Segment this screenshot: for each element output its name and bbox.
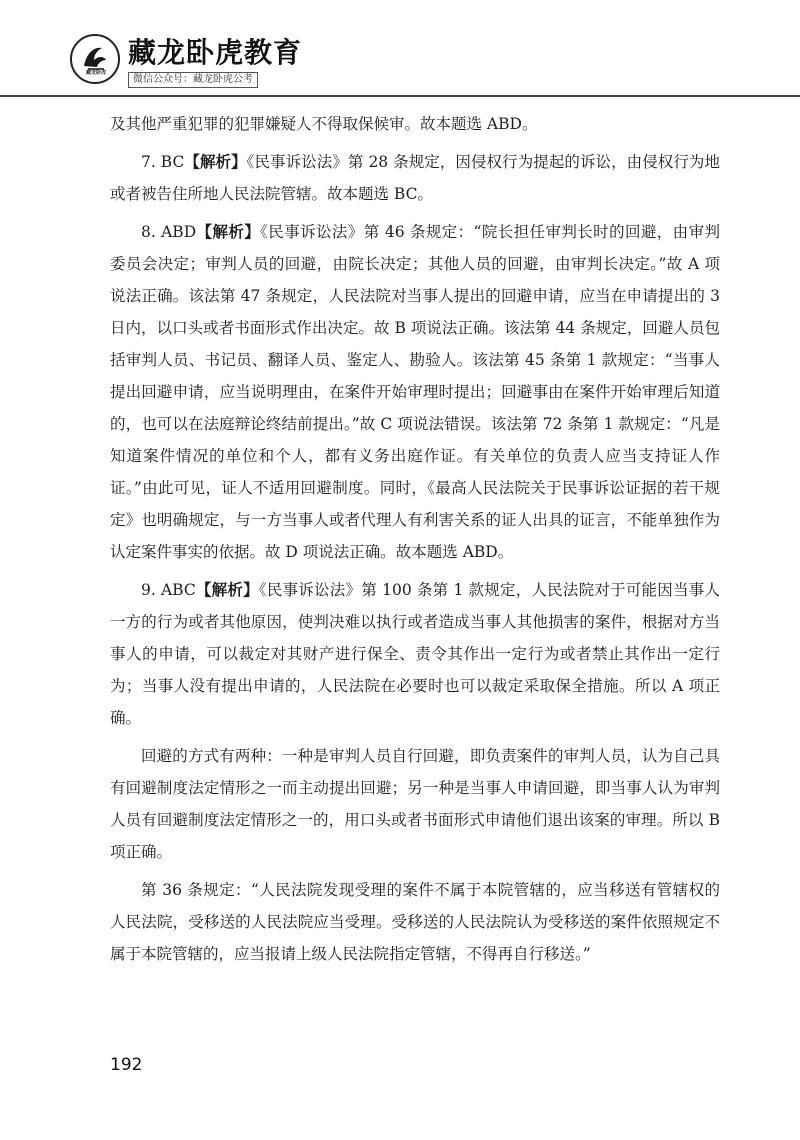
answer-prefix: 8. ABD: [141, 223, 197, 241]
brand-title: 藏龙卧虎教育: [128, 36, 303, 69]
answer-text: 《民事诉讼法》第 100 条第 1 款规定，人民法院对于可能因当事人一方的行为或者其他原因，使判决难以执行或者造成当事人其他损害的案件，根据对方当事人的申请，可以裁定对其财产进行保全、责令其作出一定行为或者禁止其作出一定行为；当事人没有提出申请的，人民法院在必要时也可以裁定采取保全措施。所以 A 项正确。: [110, 581, 720, 727]
analysis-tag: 【解析】: [184, 153, 247, 171]
answer-prefix: 7. BC: [141, 153, 185, 171]
paragraph-article-36: [110, 874, 720, 970]
paragraph-continuation: [110, 108, 720, 140]
answer-prefix: 9. ABC: [141, 581, 196, 599]
brand-logo: [70, 34, 120, 84]
paragraph-text: 及其他严重犯罪的犯罪嫌疑人不得取保候审。故本题选 ABD。: [110, 115, 538, 133]
answer-9: [110, 574, 720, 734]
answer-8: [110, 216, 720, 568]
answer-text: 《民事诉讼法》第 46 条规定：“院长担任审判长时的回避，由审判委员会决定；审判人员的回避，由院长决定；其他人员的回避，由审判长决定。”故 A 项说法正确。该法第 47 条规定，人民法院对当事人提出的回避申请，应当在申请提出的 3 日内，以口头或者书面形式作出决定。故 B 项说法正确。该法第 44 条规定，回避人员包括审判人员、书记员、翻译人员、鉴定人、勘验人。该法第 45 条第 1 款规定：“当事人提出回避申请，应当说明理由，在案件开始审理时提出；回避事由在案件开始审理后知道的，也可以在法庭辩论终结前提出。”故 C 项说法错误。该法第 72 条第 1 款规定：“凡是知道案件情况的单位和个人，都有义务出庭作证。有关单位的负责人应当支持证人作证。”由此可见，证人不适用回避制度。同时，《最高人民法院关于民事诉讼证据的若干规定》也明确规定，与一方当事人或者代理人有利害关系的证人出具的证言，不能单独作为认定案件事实的依据。故 D 项说法正确。故本题选 ABD。: [110, 223, 720, 561]
page-number: 192: [110, 1055, 143, 1075]
header-divider: [0, 95, 800, 97]
paragraph-recusal-methods: [110, 740, 720, 868]
logo-seal-text: 藏龙卧虎: [85, 70, 106, 76]
analysis-tag: 【解析】: [196, 223, 261, 241]
paragraph-text: 回避的方式有两种：一种是审判人员自行回避，即负责案件的审判人员，认为自己具有回避制度法定情形之一而主动提出回避；另一种是当事人申请回避，即当事人认为审判人员有回避制度法定情形之一的，用口头或者书面形式申请他们退出该案的审理。所以 B 项正确。: [110, 747, 720, 861]
analysis-tag: 【解析】: [195, 581, 259, 599]
paragraph-text: 第 36 条规定：“人民法院发现受理的案件不属于本院管辖的，应当移送有管辖权的人民法院，受移送的人民法院应当受理。受移送的人民法院认为受移送的案件依照规定不属于本院管辖的，应当报请上级人民法院指定管辖，不得再自行移送。”: [110, 881, 720, 963]
document-body: [110, 108, 720, 976]
brand-subtitle: 微信公众号：藏龙卧虎公考: [128, 72, 258, 88]
answer-7: [110, 146, 720, 210]
page-header: [0, 0, 800, 92]
answer-text: 《民事诉讼法》第 28 条规定，因侵权行为提起的诉讼，由侵权行为地或者被告住所地人民法院管辖。故本题选 BC。: [110, 153, 720, 203]
